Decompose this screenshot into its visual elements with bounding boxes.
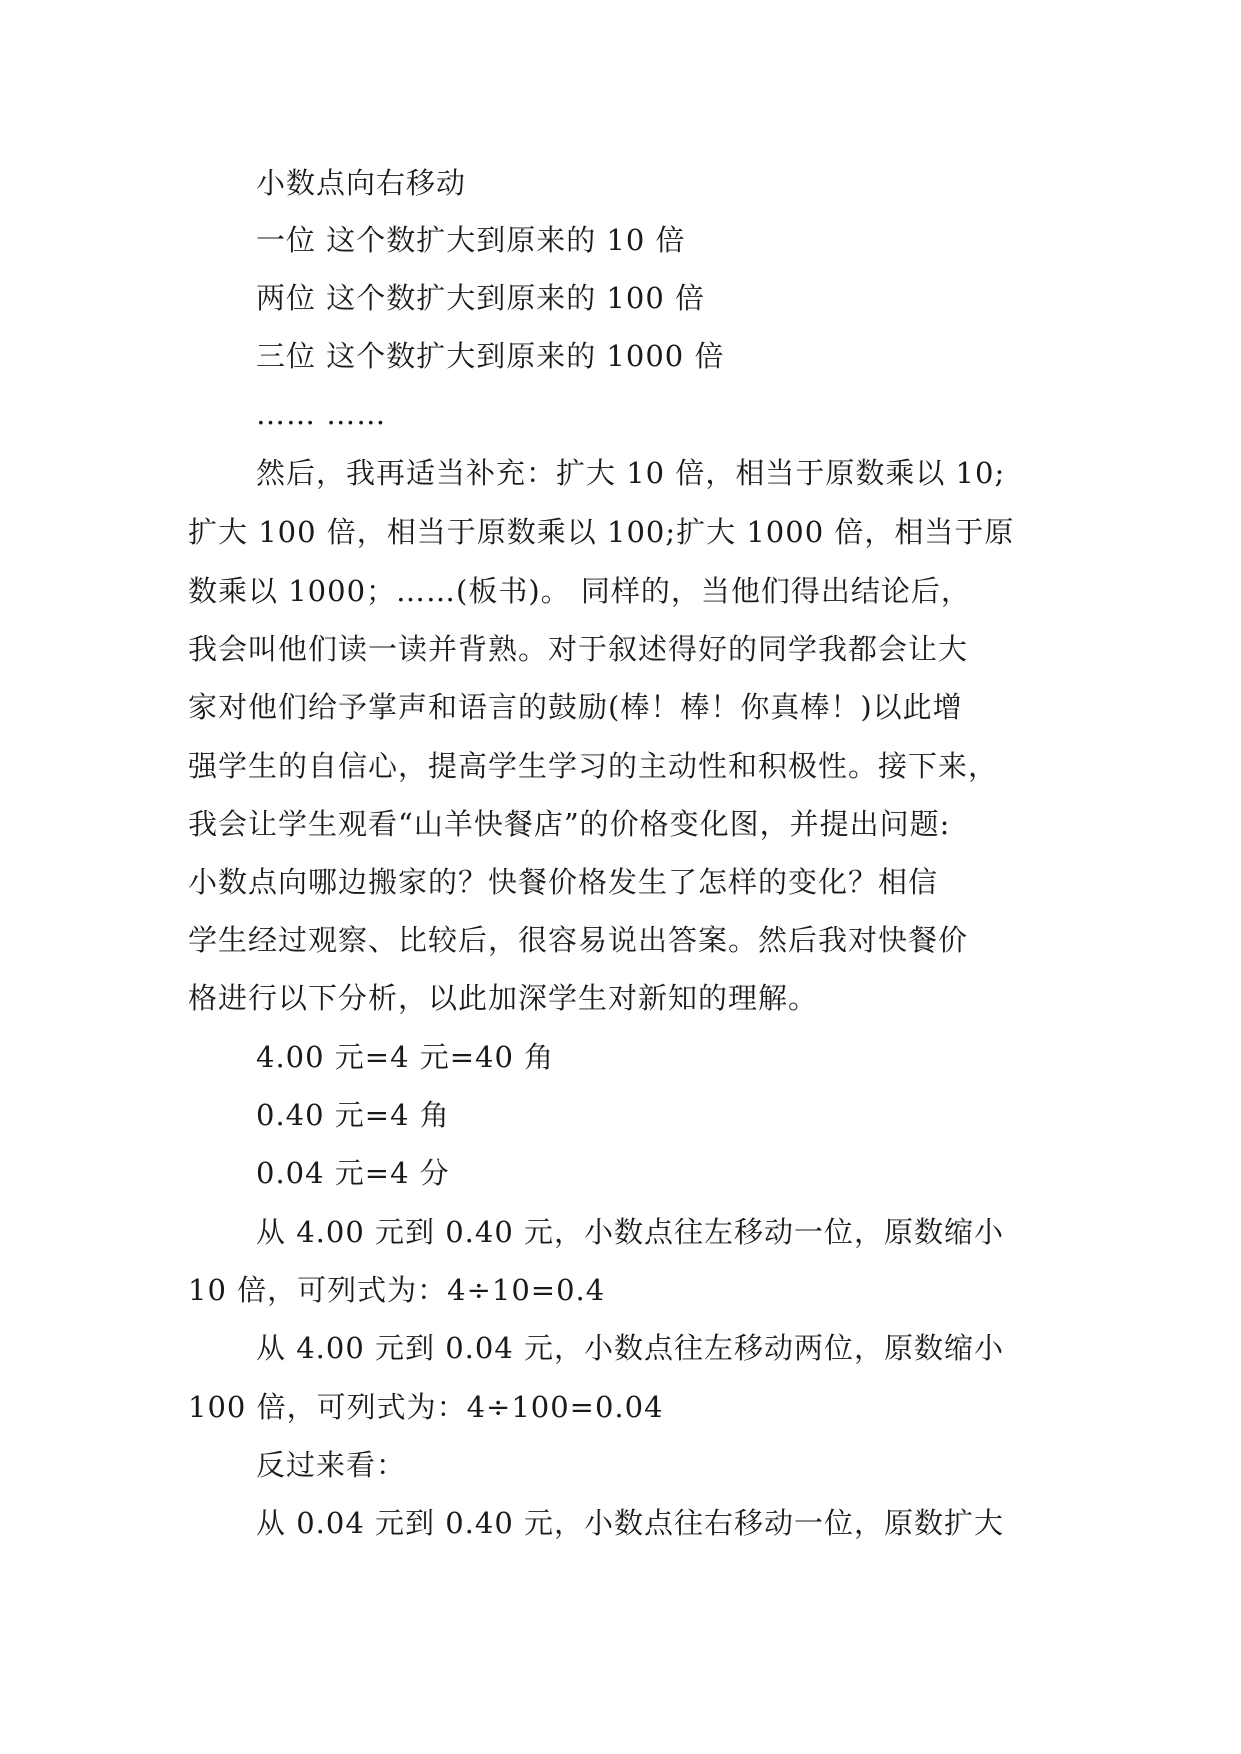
text-line: 小数点向哪边搬家的？快餐价格发生了怎样的变化？相信 (188, 865, 939, 899)
text-line: 我会叫他们读一读并背熟。对于叙述得好的同学我都会让大 (188, 632, 969, 666)
text-line: …… …… (256, 397, 387, 431)
text-line: 强学生的自信心，提高学生学习的主动性和积极性。接下来， (188, 749, 999, 783)
text-line: 然后，我再适当补充：扩大 10 倍，相当于原数乘以 10; (256, 456, 1006, 490)
text-line: 一位 这个数扩大到原来的 10 倍 (256, 223, 686, 257)
text-line: 反过来看： (256, 1448, 407, 1482)
text-line: 小数点向右移动 (256, 166, 467, 200)
text-line: 10 倍，可列式为：4÷10=0.4 (188, 1273, 606, 1307)
text-line: 两位 这个数扩大到原来的 100 倍 (256, 281, 706, 315)
text-line: 0.40 元=4 角 (256, 1098, 450, 1132)
text-line: 我会让学生观看“山羊快餐店”的价格变化图，并提出问题: (188, 807, 951, 841)
text-line: 从 4.00 元到 0.40 元，小数点往左移动一位，原数缩小 (256, 1215, 1005, 1249)
text-line: 格进行以下分析，以此加深学生对新知的理解。 (188, 981, 819, 1015)
text-line: 从 4.00 元到 0.04 元，小数点往左移动两位，原数缩小 (256, 1331, 1005, 1365)
text-line: 家对他们给予掌声和语言的鼓励(棒！棒！你真棒！)以此增 (188, 690, 963, 724)
text-line: 学生经过观察、比较后，很容易说出答案。然后我对快餐价 (188, 923, 969, 957)
text-line: 扩大 100 倍，相当于原数乘以 100;扩大 1000 倍，相当于原 (188, 515, 1015, 549)
text-line: 从 0.04 元到 0.40 元，小数点往右移动一位，原数扩大 (256, 1506, 1005, 1540)
text-line: 0.04 元=4 分 (256, 1156, 450, 1190)
text-line: 100 倍，可列式为：4÷100=0.04 (188, 1390, 664, 1424)
text-line: 三位 这个数扩大到原来的 1000 倍 (256, 339, 725, 373)
text-line: 4.00 元=4 元=40 角 (256, 1040, 555, 1074)
text-line: 数乘以 1000；……(板书)。 同样的，当他们得出结论后， (188, 574, 971, 608)
